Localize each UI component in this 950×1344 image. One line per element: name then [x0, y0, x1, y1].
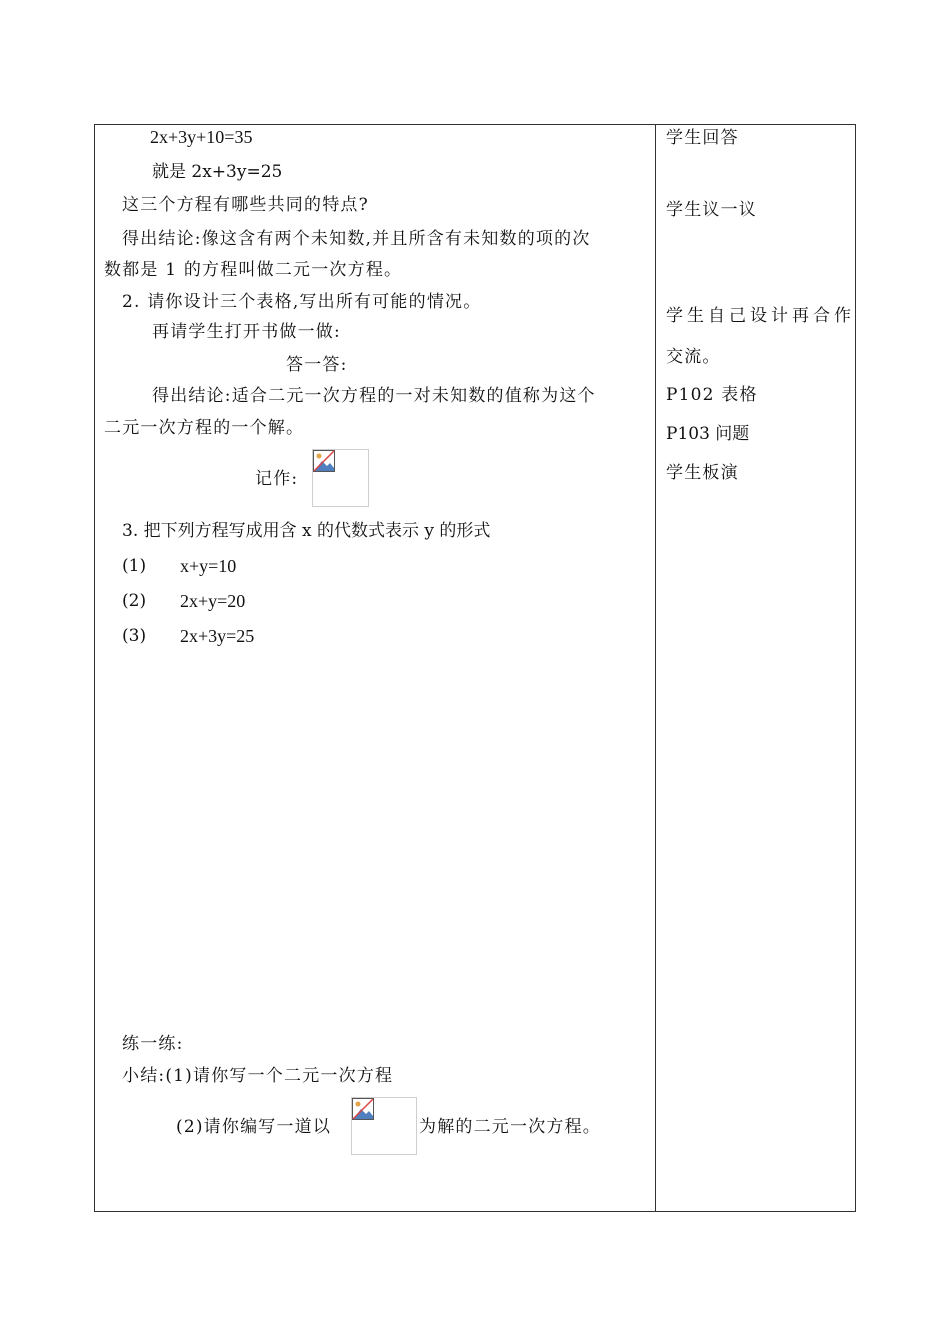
page-ref-question: P103 问题 — [666, 424, 750, 444]
sub-item-3-equation: 2x+3y=25 — [180, 626, 255, 646]
broken-image-icon — [352, 1098, 374, 1120]
sub-item-1-equation: x+y=10 — [180, 556, 237, 576]
record-as-label: 记作: — [255, 469, 299, 489]
conclusion-definition-line1: 得出结论:像这含有两个未知数,并且所含有未知数的项的次 — [122, 229, 591, 249]
image-placeholder-notation — [312, 449, 369, 507]
conclusion-solution-line1: 得出结论:适合二元一次方程的一对未知数的值称为这个 — [152, 386, 596, 406]
sub-item-1-number: (1) — [122, 556, 147, 576]
lesson-table — [94, 124, 856, 1212]
summary-line1: 小结:(1)请你写一个二元一次方程 — [122, 1066, 394, 1086]
sub-item-2-equation: 2x+y=20 — [180, 591, 246, 611]
summary-line2-suffix: 为解的二元一次方程。 — [419, 1117, 601, 1137]
practice-heading: 练一练: — [122, 1034, 184, 1054]
column-divider — [655, 124, 656, 1212]
student-activity-board: 学生板演 — [666, 463, 739, 483]
summary-line2-prefix: (2)请你编写一道以 — [176, 1117, 332, 1137]
image-placeholder-solution — [351, 1097, 417, 1155]
student-activity-discuss: 学生议一议 — [666, 200, 757, 220]
student-activity-design: 学生自己设计再合作 — [666, 306, 855, 326]
page-ref-table: P102 表格 — [666, 385, 758, 405]
student-activity-communicate: 交流。 — [666, 347, 721, 367]
student-activity-answer: 学生回答 — [666, 128, 739, 148]
equation-simplified: 就是 2x+3y=25 — [152, 162, 283, 182]
open-book-instruction: 再请学生打开书做一做: — [152, 322, 341, 342]
answer-prompt: 答一答: — [286, 355, 348, 375]
conclusion-definition-line2: 数都是 1 的方程叫做二元一次方程。 — [104, 260, 403, 280]
item-3-instruction: 3. 把下列方程写成用含 x 的代数式表示 y 的形式 — [122, 521, 491, 541]
conclusion-solution-line2: 二元一次方程的一个解。 — [104, 418, 305, 438]
question-common-features: 这三个方程有哪些共同的特点? — [122, 195, 369, 215]
equation-line: 2x+3y+10=35 — [150, 127, 253, 147]
sub-item-2-number: (2) — [122, 591, 147, 611]
sub-item-3-number: (3) — [122, 626, 147, 646]
item-2-tables: 2. 请你设计三个表格,写出所有可能的情况。 — [122, 292, 482, 312]
broken-image-icon — [313, 450, 335, 472]
